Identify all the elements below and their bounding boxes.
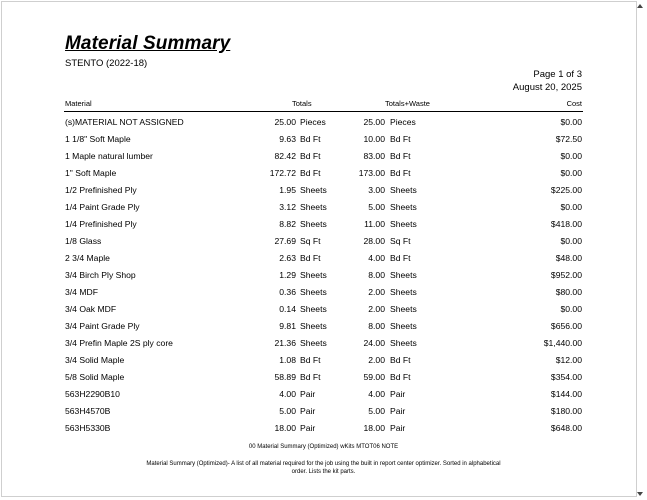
table-row: [0, 134, 647, 151]
scroll-down-icon[interactable]: [637, 492, 643, 497]
table-row: [0, 270, 647, 287]
total-waste-qty: 8.00: [368, 270, 385, 280]
column-header-cost: Cost: [566, 99, 582, 108]
total-waste-qty: 83.00: [363, 151, 385, 161]
table-row: [0, 423, 647, 440]
cost-value: $656.00: [550, 321, 582, 331]
header-divider: [64, 111, 583, 112]
total-unit: Bd Ft: [300, 355, 321, 365]
material-name: 563H2290B10: [65, 389, 120, 399]
total-unit: Sheets: [300, 202, 327, 212]
cost-value: $180.00: [550, 406, 582, 416]
cost-value: $0.00: [560, 168, 582, 178]
total-waste-unit: Sheets: [390, 219, 417, 229]
total-unit: Sheets: [300, 219, 327, 229]
total-unit: Bd Ft: [300, 372, 321, 382]
total-waste-qty: 4.00: [368, 389, 385, 399]
cost-value: $144.00: [550, 389, 582, 399]
cost-value: $354.00: [550, 372, 582, 382]
material-name: 3/4 MDF: [65, 287, 98, 297]
cost-value: $0.00: [560, 202, 582, 212]
material-name: 563H4570B: [65, 406, 111, 416]
total-unit: Sheets: [300, 338, 327, 348]
table-row: [0, 117, 647, 134]
total-qty: 82.42: [274, 151, 296, 161]
total-unit: Sheets: [300, 287, 327, 297]
cost-value: $952.00: [550, 270, 582, 280]
job-name: STENTO (2022-18): [65, 58, 148, 69]
cost-value: $48.00: [555, 253, 582, 263]
total-qty: 0.36: [279, 287, 296, 297]
total-waste-qty: 11.00: [364, 219, 385, 229]
scroll-up-icon[interactable]: [637, 3, 643, 8]
cost-value: $0.00: [560, 236, 582, 246]
cost-value: $225.00: [550, 185, 582, 195]
total-qty: 18.00: [274, 423, 296, 433]
total-waste-unit: Bd Ft: [390, 372, 411, 382]
total-waste-unit: Bd Ft: [390, 151, 411, 161]
table-row: [0, 389, 647, 406]
cost-value: $0.00: [560, 304, 582, 314]
total-qty: 21.36: [274, 338, 296, 348]
cost-value: $72.50: [555, 134, 582, 144]
report-date: August 20, 2025: [512, 82, 582, 93]
material-name: 1/2 Prefinished Ply: [65, 185, 137, 195]
total-waste-unit: Sheets: [390, 270, 417, 280]
table-row: [0, 321, 647, 338]
table-row: [0, 304, 647, 321]
material-name: 3/4 Solid Maple: [65, 355, 125, 365]
total-waste-unit: Sheets: [390, 202, 417, 212]
total-qty: 5.00: [279, 406, 296, 416]
material-name: 1/4 Paint Grade Ply: [65, 202, 140, 212]
cost-value: $648.00: [550, 423, 582, 433]
total-waste-qty: 8.00: [368, 321, 385, 331]
total-qty: 0.14: [279, 304, 296, 314]
total-unit: Sheets: [300, 321, 327, 331]
total-waste-qty: 4.00: [368, 253, 385, 263]
column-header-totals: Totals: [292, 99, 312, 108]
table-row: [0, 219, 647, 236]
total-unit: Pieces: [300, 117, 326, 127]
total-unit: Sheets: [300, 270, 327, 280]
total-waste-unit: Sheets: [390, 321, 417, 331]
total-unit: Sheets: [300, 185, 327, 195]
total-waste-unit: Pair: [390, 423, 406, 433]
total-qty: 58.89: [274, 372, 296, 382]
total-waste-qty: 2.00: [368, 355, 385, 365]
table-row: [0, 185, 647, 202]
cost-value: $418.00: [550, 219, 582, 229]
total-waste-unit: Pieces: [390, 117, 416, 127]
total-qty: 172.72: [269, 168, 296, 178]
total-waste-unit: Pair: [390, 389, 406, 399]
total-waste-qty: 18.00: [363, 423, 385, 433]
material-name: 3/4 Birch Ply Shop: [65, 270, 136, 280]
total-waste-unit: Sheets: [390, 287, 417, 297]
total-qty: 27.69: [274, 236, 296, 246]
total-waste-unit: Sheets: [390, 304, 417, 314]
total-unit: Pair: [300, 423, 316, 433]
total-unit: Sheets: [300, 304, 327, 314]
total-waste-qty: 2.00: [368, 304, 385, 314]
material-name: 3/4 Oak MDF: [65, 304, 117, 314]
material-name: 3/4 Paint Grade Ply: [65, 321, 140, 331]
material-name: 1/8 Glass: [65, 236, 102, 246]
material-table: [0, 117, 647, 440]
report-description: Material Summary (Optimized)- A list of all material required for the job using the built in report center optimizer. Sorted in alphabetical order. Lists the kit parts.: [146, 461, 501, 475]
report-id: 00 Material Summary (Optimized) wKits MTOT06 NOTE: [248, 444, 399, 450]
column-header-totals-waste: Totals+Waste: [385, 99, 430, 108]
total-qty: 9.63: [279, 134, 296, 144]
total-qty: 3.12: [279, 202, 296, 212]
material-name: 3/4 Prefin Maple 2S ply core: [65, 338, 173, 348]
total-waste-qty: 28.00: [363, 236, 385, 246]
total-waste-qty: 5.00: [368, 406, 385, 416]
total-qty: 8.82: [279, 219, 296, 229]
total-qty: 25.00: [274, 117, 296, 127]
table-row: [0, 202, 647, 219]
column-header-material: Material: [65, 99, 92, 108]
total-waste-qty: 5.00: [368, 202, 385, 212]
total-unit: Sq Ft: [300, 236, 321, 246]
table-row: [0, 338, 647, 355]
table-row: [0, 236, 647, 253]
total-qty: 1.95: [279, 185, 296, 195]
total-waste-qty: 59.00: [363, 372, 385, 382]
total-waste-unit: Bd Ft: [390, 168, 411, 178]
table-row: [0, 355, 647, 372]
total-qty: 1.08: [279, 355, 296, 365]
cost-value: $80.00: [555, 287, 582, 297]
total-unit: Pair: [300, 406, 316, 416]
material-name: 563H5330B: [65, 423, 111, 433]
total-qty: 9.81: [279, 321, 296, 331]
total-qty: 4.00: [279, 389, 296, 399]
cost-value: $12.00: [555, 355, 582, 365]
total-unit: Pair: [300, 389, 316, 399]
total-waste-qty: 3.00: [368, 185, 385, 195]
total-waste-qty: 2.00: [368, 287, 385, 297]
total-waste-qty: 10.00: [363, 134, 385, 144]
table-row: [0, 253, 647, 270]
material-name: 1 Maple natural lumber: [65, 151, 153, 161]
material-name: 1 1/8" Soft Maple: [65, 134, 131, 144]
page-number: Page 1 of 3: [533, 69, 582, 80]
cost-value: $1,440.00: [543, 338, 582, 348]
material-name: 2 3/4 Maple: [65, 253, 110, 263]
material-name: 5/8 Solid Maple: [65, 372, 125, 382]
material-name: 1" Soft Maple: [65, 168, 117, 178]
total-waste-qty: 173.00: [358, 168, 385, 178]
cost-value: $0.00: [560, 117, 582, 127]
table-row: [0, 168, 647, 185]
total-waste-unit: Bd Ft: [390, 253, 411, 263]
total-waste-unit: Sheets: [390, 338, 417, 348]
table-row: [0, 287, 647, 304]
cost-value: $0.00: [560, 151, 582, 161]
total-waste-qty: 25.00: [363, 117, 385, 127]
material-name: (s)MATERIAL NOT ASSIGNED: [65, 117, 184, 127]
total-unit: Bd Ft: [300, 253, 321, 263]
table-row: [0, 406, 647, 423]
total-qty: 2.63: [279, 253, 296, 263]
total-unit: Bd Ft: [300, 134, 321, 144]
total-waste-unit: Pair: [390, 406, 406, 416]
total-qty: 1.29: [279, 270, 296, 280]
total-waste-unit: Sheets: [390, 185, 417, 195]
material-name: 1/4 Prefinished Ply: [65, 219, 137, 229]
total-waste-unit: Sq Ft: [390, 236, 411, 246]
total-unit: Bd Ft: [300, 151, 321, 161]
table-row: [0, 372, 647, 389]
total-waste-unit: Bd Ft: [390, 134, 411, 144]
table-row: [0, 151, 647, 168]
total-waste-unit: Bd Ft: [390, 355, 411, 365]
report-title: Material Summary: [65, 33, 231, 54]
total-unit: Bd Ft: [300, 168, 321, 178]
total-waste-qty: 24.00: [363, 338, 385, 348]
